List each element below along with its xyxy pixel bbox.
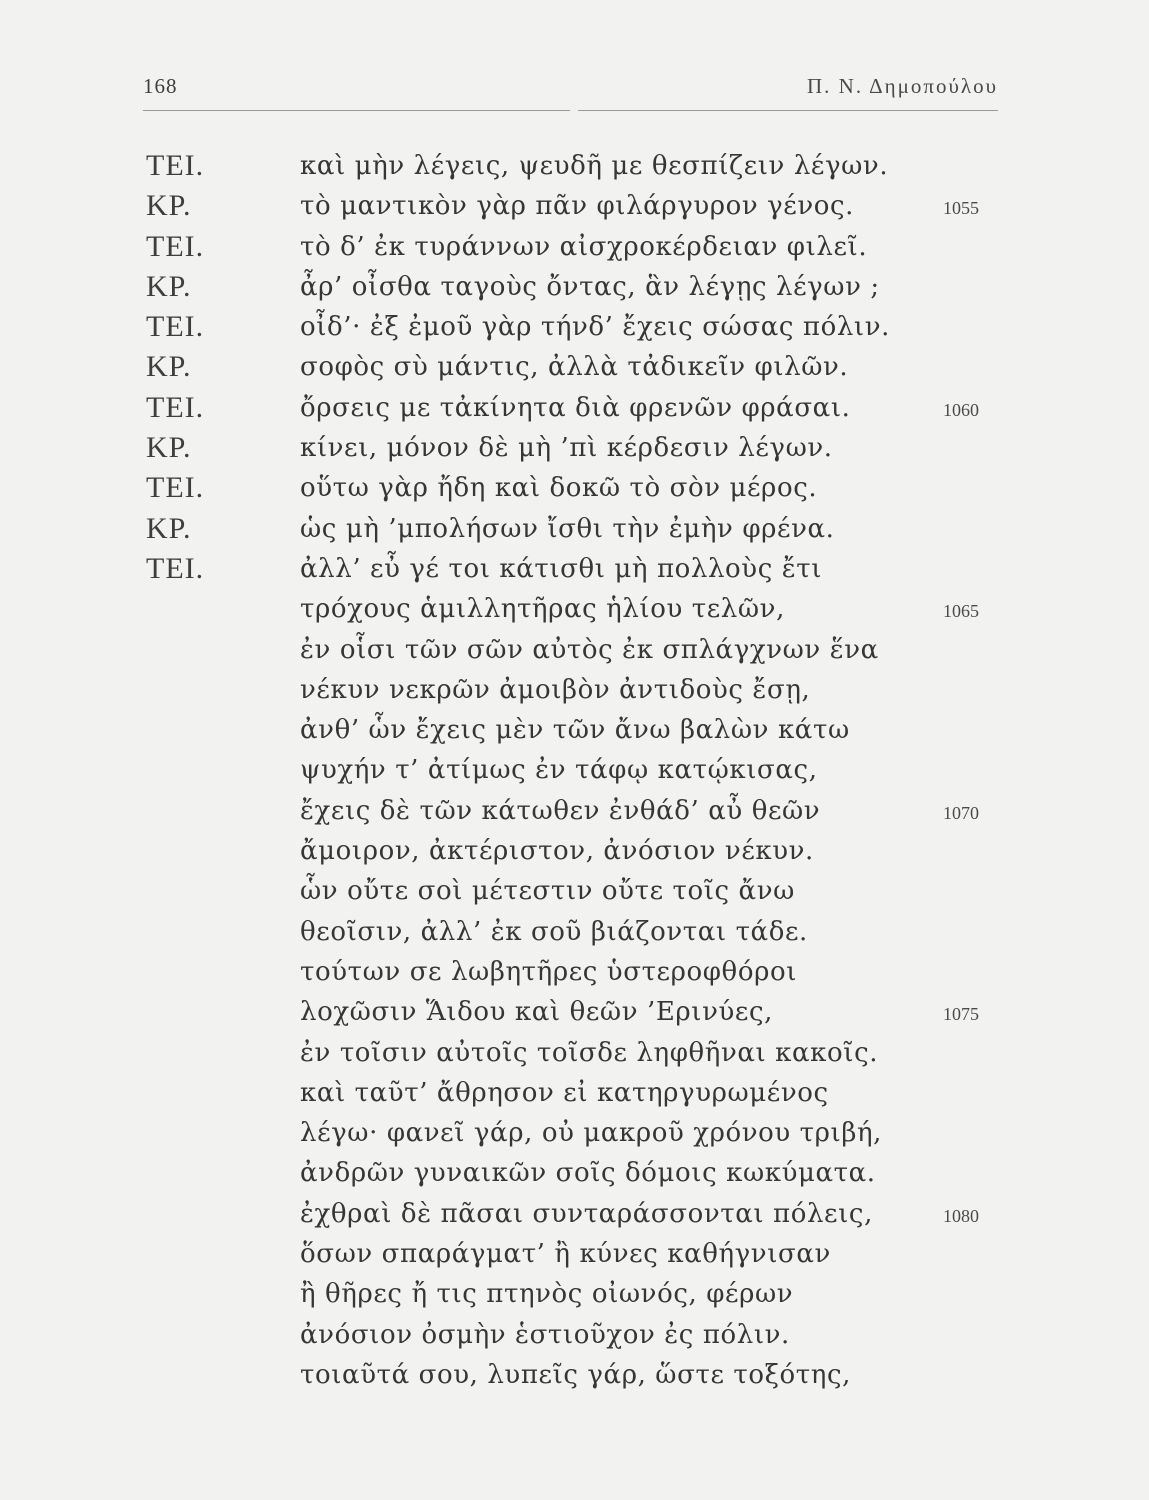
verse-text: ἆρ’ οἶσθα ταγοὺς ὄντας, ἃν λέγῃς λέγων ; <box>300 271 880 302</box>
speaker-label: ΤΕΙ. <box>146 390 205 424</box>
verse-text: ὡς μὴ ’μπολήσων ἴσθι τὴν ἐμὴν φρένα. <box>300 513 835 544</box>
verse-text: ἀλλ’ εὖ γέ τοι κάτισθι μὴ πολλοὺς ἔτι <box>300 553 823 584</box>
verse-line <box>0 1355 1149 1395</box>
verse-line <box>0 227 1149 267</box>
verse-text: νέκυν νεκρῶν ἀμοιβὸν ἀντιδοὺς ἔσῃ, <box>300 674 811 705</box>
verse-line <box>0 952 1149 992</box>
verse-line <box>0 791 1149 831</box>
verse-text: τρόχους ἁμιλλητῆρας ἡλίου τελῶν, <box>300 594 785 625</box>
verse-text: σοφὸς σὺ μάντις, ἀλλὰ τἀδικεῖν φιλῶν. <box>300 352 849 383</box>
line-number: 1055 <box>943 198 979 219</box>
verse-line <box>0 146 1149 186</box>
verse-text: ἀνόσιον ὀσμὴν ἑστιοῦχον ἐς πόλιν. <box>300 1319 790 1350</box>
line-number: 1065 <box>943 601 979 622</box>
verse-line <box>0 267 1149 307</box>
verse-text: τὸ μαντικὸν γὰρ πᾶν φιλάργυρον γένος. <box>300 191 855 222</box>
line-number: 1070 <box>943 802 979 823</box>
line-number: 1080 <box>943 1205 979 1226</box>
verse-line <box>0 670 1149 710</box>
verse-block <box>0 146 1149 1395</box>
speaker-label: ΚΡ. <box>146 350 192 384</box>
verse-text: ἀνθ’ ὧν ἔχεις μὲν τῶν ἄνω βαλὼν κάτω <box>300 715 850 746</box>
verse-line <box>0 347 1149 387</box>
speaker-label: ΤΕΙ. <box>146 551 205 585</box>
verse-text: ἢ θῆρες ἤ τις πτηνὸς οἰωνός, φέρων <box>300 1279 794 1310</box>
verse-line <box>0 549 1149 589</box>
speaker-label: ΤΕΙ. <box>146 471 205 505</box>
verse-text: ὧν οὔτε σοὶ μέτεστιν οὔτε τοῖς ἄνω <box>300 876 795 907</box>
verse-text: λοχῶσιν Ἅιδου καὶ θεῶν ’Ερινύες, <box>300 997 774 1028</box>
speaker-label: ΚΡ. <box>146 511 192 545</box>
verse-text: λέγω· φανεῖ γάρ, οὐ μακροῦ χρόνου τριβή, <box>300 1118 883 1149</box>
verse-line <box>0 509 1149 549</box>
speaker-label: ΤΕΙ. <box>146 149 205 182</box>
verse-text: οὕτω γὰρ ἤδη καὶ δοκῶ τὸ σὸν μέρος. <box>300 473 818 504</box>
speaker-label: ΤΕΙ. <box>146 229 205 263</box>
speaker-label: ΤΕΙ. <box>146 310 205 344</box>
verse-line <box>0 468 1149 508</box>
page-number: 168 <box>143 74 178 98</box>
verse-line <box>0 589 1149 629</box>
verse-line <box>0 1033 1149 1073</box>
line-number: 1075 <box>943 1004 979 1025</box>
verse-text: ὅσων σπαράγματ’ ἢ κύνες καθήγνισαν <box>300 1239 831 1270</box>
verse-text: τοιαῦτά σου, λυπεῖς γάρ, ὥστε τοξότης, <box>300 1359 851 1390</box>
verse-line <box>0 1073 1149 1113</box>
verse-line <box>0 992 1149 1032</box>
verse-text: θεοῖσιν, ἀλλ’ ἐκ σοῦ βιάζονται τάδε. <box>300 916 808 947</box>
line-number: 1060 <box>943 399 979 420</box>
speaker-label: ΚΡ. <box>146 431 192 465</box>
verse-text: ἐν οἷσι τῶν σῶν αὐτὸς ἐκ σπλάγχνων ἕνα <box>300 634 879 665</box>
verse-line <box>0 1194 1149 1234</box>
verse-text: οἶδ’· ἐξ ἐμοῦ γὰρ τήνδ’ ἔχεις σώσας πόλιν. <box>300 312 890 343</box>
verse-line <box>0 750 1149 790</box>
verse-text: κίνει, μόνον δὲ μὴ ’πὶ κέρδεσιν λέγων. <box>300 433 833 464</box>
verse-text: ἔχεις δὲ τῶν κάτωθεν ἐνθάδ’ αὖ θεῶν <box>300 795 821 826</box>
verse-line <box>0 1274 1149 1314</box>
verse-line <box>0 1315 1149 1355</box>
header-rule-left <box>143 110 570 111</box>
speaker-label: ΚΡ. <box>146 269 192 303</box>
verse-line <box>0 871 1149 911</box>
verse-text: ἀνδρῶν γυναικῶν σοῖς δόμοις κωκύματα. <box>300 1158 876 1189</box>
page-header <box>143 74 998 106</box>
verse-text: ὄρσεις με τἀκίνητα διὰ φρενῶν φράσαι. <box>300 392 851 423</box>
verse-line <box>0 912 1149 952</box>
running-title: Π. Ν. Δημοπούλου <box>807 74 998 98</box>
verse-text: ἄμοιρον, ἀκτέριστον, ἀνόσιον νέκυν. <box>300 836 814 867</box>
verse-text: τούτων σε λωβητῆρες ὑστεροφθόροι <box>300 956 798 987</box>
speaker-label: ΚΡ. <box>146 189 192 223</box>
header-rule-right <box>578 110 998 111</box>
verse-line <box>0 831 1149 871</box>
verse-line <box>0 630 1149 670</box>
verse-line <box>0 428 1149 468</box>
verse-line <box>0 388 1149 428</box>
verse-text: ἐν τοῖσιν αὐτοῖς τοῖσδε ληφθῆναι κακοῖς. <box>300 1037 879 1068</box>
verse-line <box>0 307 1149 347</box>
verse-line <box>0 710 1149 750</box>
verse-text: καὶ ταῦτ’ ἄθρησον εἰ κατηργυρωμένος <box>300 1077 829 1108</box>
verse-text: καὶ μὴν λέγεις, ψευδῆ με θεσπίζειν λέγων. <box>300 151 889 181</box>
verse-line <box>0 1234 1149 1274</box>
verse-line <box>0 1113 1149 1153</box>
verse-line <box>0 186 1149 226</box>
verse-text: ἐχθραὶ δὲ πᾶσαι συνταράσσονται πόλεις, <box>300 1198 873 1229</box>
verse-text: ψυχήν τ’ ἀτίμως ἐν τάφῳ κατῴκισας, <box>300 755 818 786</box>
verse-line <box>0 1153 1149 1193</box>
verse-text: τὸ δ’ ἐκ τυράννων αἰσχροκέρδειαν φιλεῖ. <box>300 231 868 262</box>
